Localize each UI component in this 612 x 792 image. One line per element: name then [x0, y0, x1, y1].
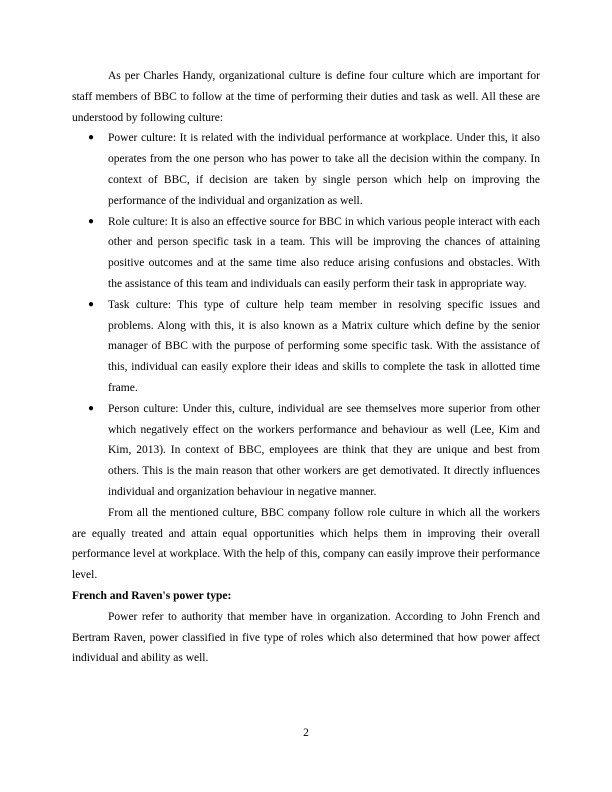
page-number: 2 — [303, 727, 309, 739]
list-item-text: Person culture: Under this, culture, individual are see themselves more superior from other which negatively effect on the workers performance and behaviour as well (Lee, Kim and Kim, 2013). In context of BBC, employees are think that they are unique and best from others. This is the main reason that other workers are get demotivated. It directly influences individual and organization behaviour in negative manner. — [108, 402, 540, 498]
list-item-text: Role culture: It is also an effective source for BBC in which various people interact with each other and person specific task in a team. This will be improving the chances of attaining positive outcomes and at the same time also reduce arising confusions and obstacles. With the assistance of this team and individuals can easily perform their task in appropriate way. — [108, 215, 540, 290]
power-paragraph: Power refer to authority that member have in organization. According to John French and Bertram Raven, power classified in five type of roles which also determined that how power affect individual and ability as well. — [72, 610, 540, 665]
list-item-task-culture — [72, 295, 540, 399]
list-item-person-culture — [72, 399, 540, 503]
document-body — [72, 66, 540, 669]
bullet-icon: ● — [88, 215, 95, 227]
list-item-text: Task culture: This type of culture help team member in resolving specific issues and problems. Along with this, it is also known as a Matrix culture which define by the senior manager of BBC with the purpose of performing some specific task. With the assistance of this, individual can easily explore their ideas and skills to complete the task in allotted time frame. — [108, 298, 540, 394]
list-item-role-culture — [72, 212, 540, 295]
section-heading: French and Raven's power type: — [72, 589, 232, 602]
intro-paragraph: As per Charles Handy, organizational culture is define four culture which are important for staff members of BBC to follow at the time of performing their duties and task as well. All these are understood by following culture: — [72, 70, 540, 124]
bullet-icon: ● — [88, 132, 95, 144]
bullet-icon: ● — [88, 298, 95, 310]
bullet-icon: ● — [88, 402, 95, 414]
list-item-text: Power culture: It is related with the individual performance at workplace. Under this, it also operates from the one person who has power to take all the decision within the company. In context of BBC, if decision are taken by single person which help on improving the performance of the individual and organization as well. — [108, 132, 540, 207]
culture-list — [72, 128, 540, 502]
list-item-power-culture — [72, 128, 540, 211]
conclusion-paragraph: From all the mentioned culture, BBC company follow role culture in which all the workers are equally treated and attain equal opportunities which helps them in improving their overall performance level at workplace. With the help of this, company can easily improve their performance level. — [72, 506, 540, 582]
